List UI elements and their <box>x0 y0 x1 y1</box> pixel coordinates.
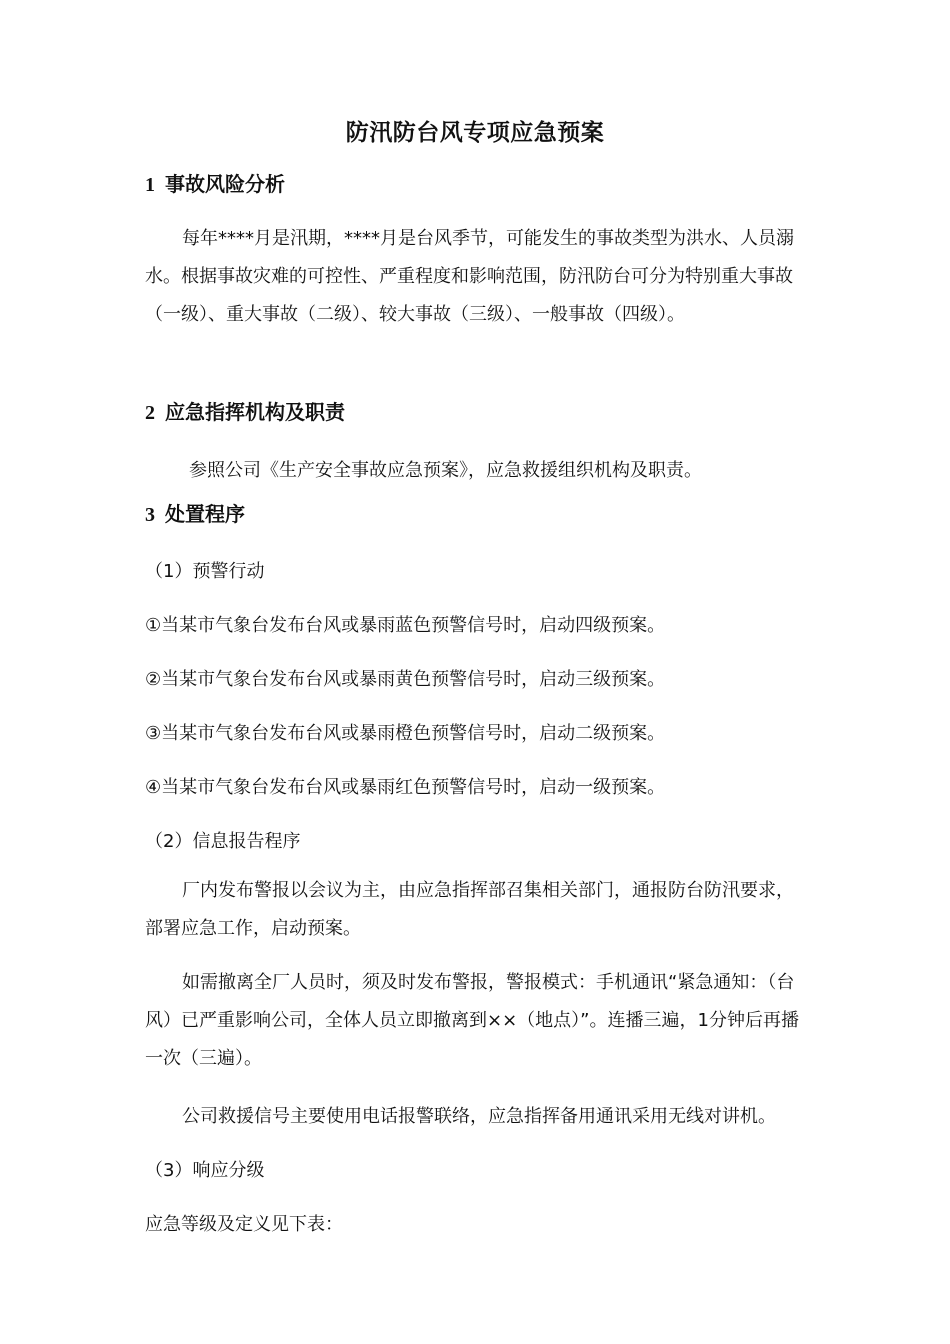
warning-item: ①当某市气象台发布台风或暴雨蓝色预警信号时，启动四级预案。 <box>145 615 666 636</box>
section-heading-3 <box>145 498 245 527</box>
report-paragraph-1: 厂内发布警报以会议为主，由应急指挥部召集相关部门，通报防台防汛要求，部署应急工作，启动预案。 <box>145 880 794 939</box>
section-title: 事故风险分析 <box>165 172 285 196</box>
table-intro: 应急等级及定义见下表： <box>145 1214 343 1234</box>
command-structure-paragraph: 参照公司《生产安全事故应急预案》，应急救援组织机构及职责。 <box>189 460 702 481</box>
document-title: 防汛防台风专项应急预案 <box>345 120 605 146</box>
warning-item: ②当某市气象台发布台风或暴雨黄色预警信号时，启动三级预案。 <box>145 669 666 690</box>
subsection-warning-action: （1）预警行动 <box>145 561 265 582</box>
report-paragraph-3: 公司救援信号主要使用电话报警联络，应急指挥备用通讯采用无线对讲机。 <box>182 1106 776 1127</box>
section-title: 处置程序 <box>165 502 245 526</box>
section-heading-1 <box>145 168 285 197</box>
subsection-response-level: （3）响应分级 <box>145 1160 265 1181</box>
section-title: 应急指挥机构及职责 <box>165 400 345 424</box>
warning-item: ④当某市气象台发布台风或暴雨红色预警信号时，启动一级预案。 <box>145 777 666 798</box>
section-heading-2 <box>145 396 345 425</box>
report-paragraph-2: 如需撤离全厂人员时，须及时发布警报，警报模式：手机通讯“紧急通知：（台风）已严重影响公司，全体人员立即撤离到××（地点）”。连播三遍，1分钟后再播一次（三遍）。 <box>145 972 799 1069</box>
risk-analysis-paragraph: 每年****月是汛期，****月是台风季节，可能发生的事故类型为洪水、人员溺水。根据事故灾难的可控性、严重程度和影响范围，防汛防台可分为特别重大事故（一级）、重大事故（二级）、较大事故（三级）、一般事故（四级）。 <box>145 228 794 325</box>
section-number: 1 <box>145 174 155 196</box>
subsection-report-procedure: （2）信息报告程序 <box>145 831 301 852</box>
section-number: 2 <box>145 402 155 424</box>
warning-item: ③当某市气象台发布台风或暴雨橙色预警信号时，启动二级预案。 <box>145 723 666 744</box>
section-number: 3 <box>145 504 155 526</box>
